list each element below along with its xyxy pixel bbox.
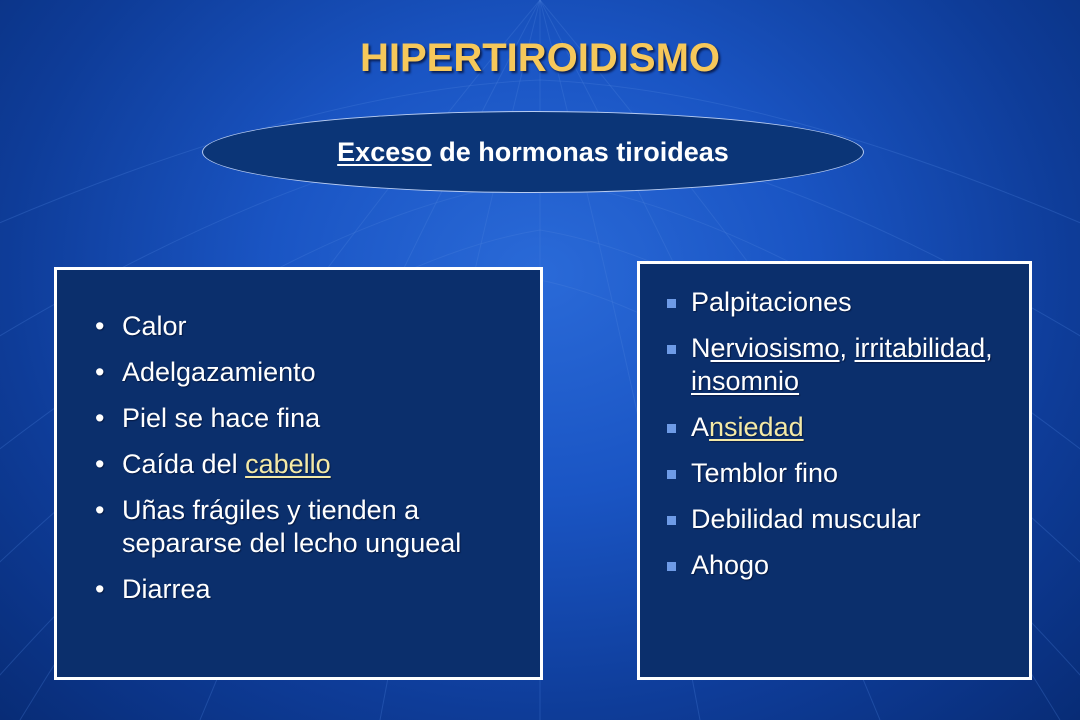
separator-text: , [839, 333, 855, 363]
subtitle-text [337, 137, 729, 168]
left-symptom-list [89, 310, 529, 619]
bullet-dot-icon: • [95, 495, 105, 525]
bullet-dot-icon: • [95, 449, 105, 479]
bullet-square-icon [667, 345, 676, 354]
list-item [667, 332, 1007, 398]
list-item-text: Caída del [122, 449, 246, 479]
bullet-square-icon [667, 562, 676, 571]
bullet-square-icon [667, 516, 676, 525]
bullet-dot-icon: • [95, 574, 105, 604]
bullet-square-icon [667, 470, 676, 479]
list-item [89, 310, 529, 343]
bullet-square-icon [667, 299, 676, 308]
nerviosismo-link[interactable]: erviosismo [710, 333, 840, 363]
slide-title: HIPERTIROIDISMO [359, 36, 721, 80]
list-item [89, 494, 529, 560]
left-symptom-box [54, 267, 543, 680]
list-item [89, 573, 529, 606]
list-item-text: Piel se hace fina [122, 403, 321, 433]
list-item [667, 549, 1007, 582]
bullet-dot-icon: • [95, 403, 105, 433]
list-item [667, 503, 1007, 536]
bullet-dot-icon: • [95, 311, 105, 341]
list-item [89, 448, 529, 481]
ansiedad-link[interactable]: nsiedad [709, 412, 804, 442]
irritabilidad-link[interactable]: irritabilidad [854, 333, 986, 363]
insomnio-link[interactable]: insomnio [691, 366, 800, 396]
list-item-text: Ahogo [691, 550, 770, 580]
bullet-dot-icon: • [95, 357, 105, 387]
list-item-text: Uñas frágiles y tienden a separarse del lecho ungueal [122, 495, 462, 558]
right-symptom-list [667, 286, 1007, 595]
list-item [89, 356, 529, 389]
right-symptom-box [637, 261, 1032, 680]
list-item-text: Calor [122, 311, 187, 341]
list-item-text: N [691, 333, 711, 363]
list-item-text: Adelgazamiento [122, 357, 316, 387]
list-item-text: Diarrea [122, 574, 211, 604]
list-item-text: Debilidad muscular [691, 504, 921, 534]
cabello-link[interactable]: cabello [245, 449, 331, 479]
list-item [667, 411, 1007, 444]
list-item [89, 402, 529, 435]
bullet-square-icon [667, 424, 676, 433]
subtitle-oval [202, 111, 864, 193]
list-item [667, 457, 1007, 490]
subtitle-rest: de hormonas tiroideas [431, 136, 729, 167]
separator-text: , [985, 333, 993, 363]
subtitle-emphasis: Exceso [337, 136, 432, 167]
list-item-text: Palpitaciones [691, 287, 852, 317]
list-item [667, 286, 1007, 319]
list-item-text: Temblor fino [691, 458, 839, 488]
list-item-text: A [691, 412, 710, 442]
